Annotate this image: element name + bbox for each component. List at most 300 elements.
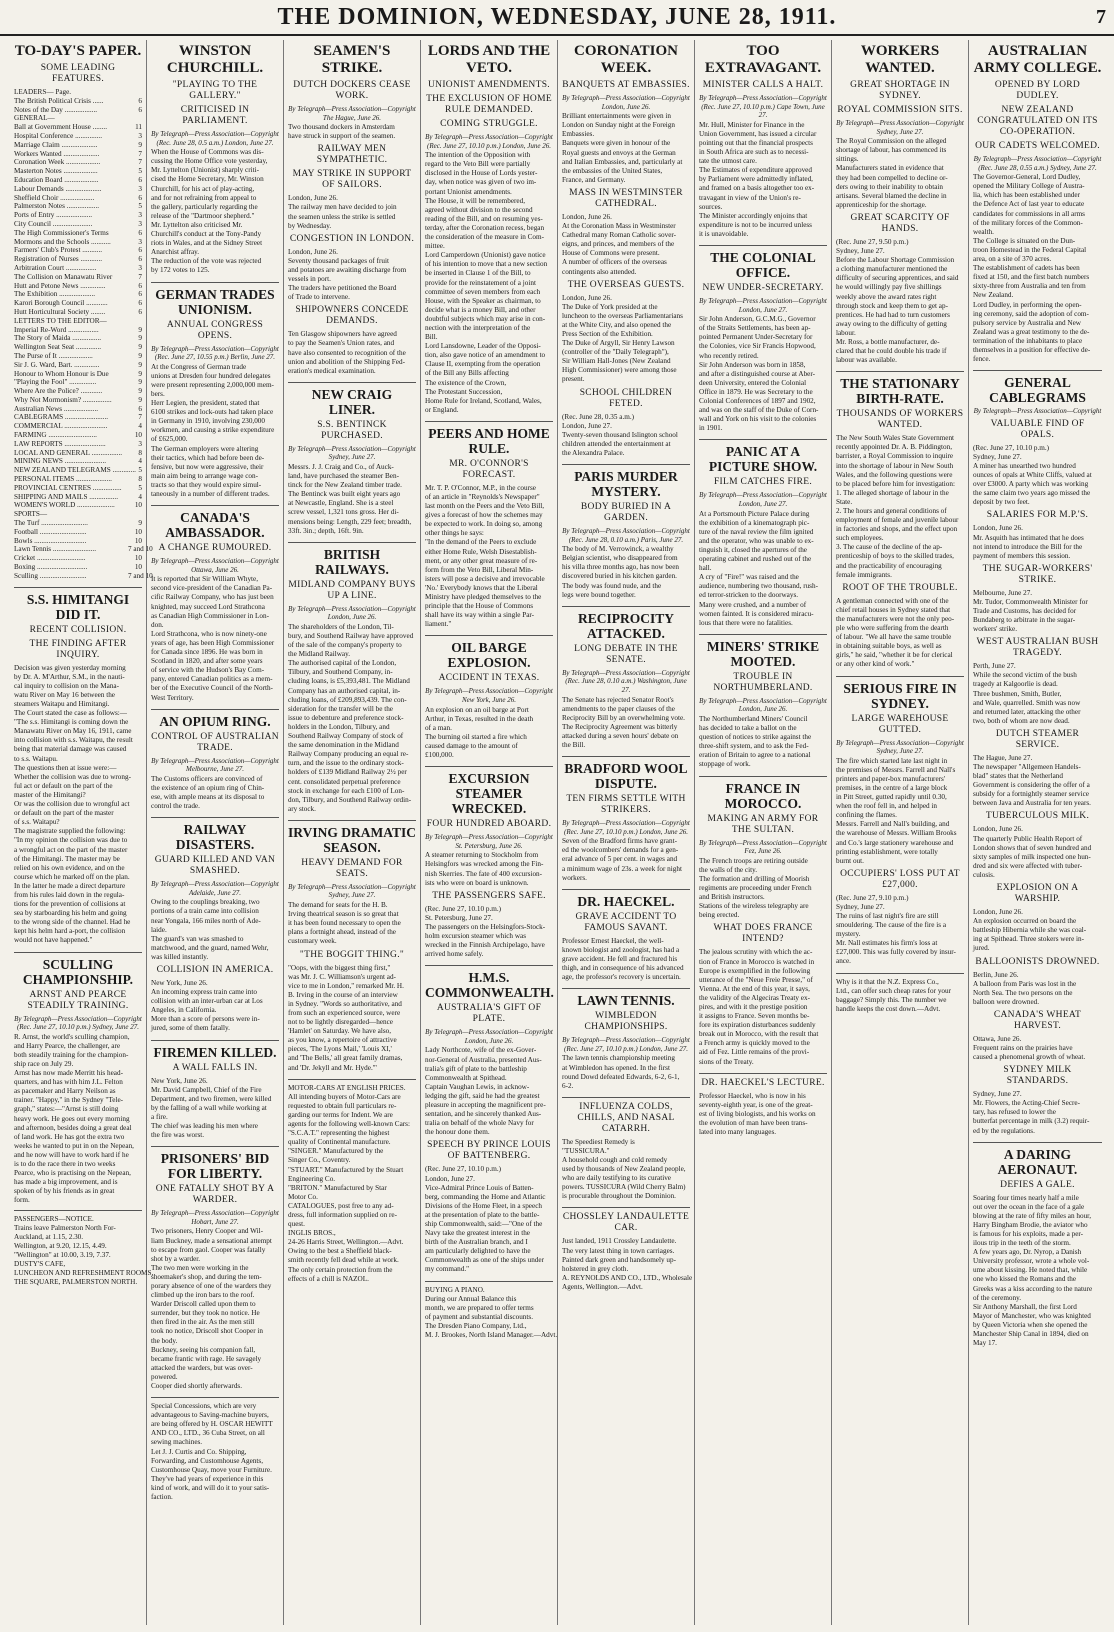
toc-row <box>14 308 142 317</box>
toc-page: 10 <box>134 431 142 440</box>
toc-page: 9 <box>138 378 142 387</box>
article-body <box>425 1165 553 1274</box>
subheading: ANNUAL CONGRESS OPENS. <box>166 319 264 341</box>
text-line: Berlin, June 26. <box>973 970 1019 979</box>
text-line: Department, and two firemen, were killed <box>151 1094 272 1103</box>
text-line: plans a fortnight ahead, instead of the <box>288 928 396 937</box>
toc-label: FARMING ........................... <box>14 431 97 440</box>
text-line: "Oops, with the biggest thing first," <box>288 963 391 972</box>
headline: NEW CRAIG LINER. <box>311 386 393 417</box>
article-body <box>425 151 553 415</box>
text-line: Irving theatrical season is so great that <box>288 910 399 919</box>
article-body <box>151 979 279 1034</box>
dateline: By Telegraph—Press Association—Copyright London, June 26. <box>699 696 827 714</box>
text-line: During our Annual Balance this <box>425 1294 517 1303</box>
toc-label: Honour to Whom Honour is Due <box>14 369 109 378</box>
text-line: effects of a chill is NAZOL. <box>288 1274 369 1283</box>
text-line: Sir John Anderson, G.C.M.G., Governor <box>699 315 816 324</box>
text-line: tions for the prevention of collisions at <box>14 900 126 909</box>
toc-label: LETTERS TO THE EDITOR— <box>14 316 107 325</box>
aeronaut-article <box>973 1147 1102 1349</box>
article-body <box>973 971 1102 1007</box>
text-line: birth of the Australian branch, and I <box>425 1238 528 1247</box>
text-line: "The s.s. Himitangi is coming down the <box>14 718 129 727</box>
subheading: BANQUETS AT EMBASSIES. <box>562 80 690 90</box>
headline: WORKERS WANTED. <box>860 43 940 76</box>
page-number: 7 <box>1096 6 1106 28</box>
text-line: caused damage to the amount of <box>425 741 518 750</box>
text-line: break out in Morocco, with the result that <box>699 1030 819 1039</box>
text-line: the same denomination in the Midland <box>288 741 399 750</box>
toc-row <box>14 132 142 141</box>
toc-page: 9 <box>138 369 142 378</box>
text-line: the evolution of man have been trans- <box>699 1118 808 1127</box>
column-3 <box>284 40 421 1625</box>
text-line: The Minister accordingly enjoins that <box>699 211 808 220</box>
text-line: Pearce, who is practising on the Nepean, <box>14 1169 131 1178</box>
toc-label: PROVINCIAL CENTRES ................ <box>14 483 122 492</box>
toc-label: Education Board ................... <box>14 175 99 184</box>
text-line: ing at Spithead. Three stokers were in- <box>973 935 1085 944</box>
text-line: Anarchist affray. <box>151 248 200 257</box>
text-line: R. Arnst, the world's sculling champion, <box>14 1032 130 1041</box>
text-line: mensions being: Length, 229 feet; breadth, <box>288 517 412 526</box>
subheading: RAILWAY MEN SYMPATHETIC. <box>316 144 388 166</box>
dateline: By Telegraph—Press Association—Copyright The Hague, June 26. <box>288 105 416 122</box>
text-line: stock in exchange for each £100 of Lon- <box>288 786 405 795</box>
text-line: tinguish it, closed the apertures of the <box>699 545 807 554</box>
subheading: GUARD KILLED AND VAN SMASHED. <box>154 855 276 877</box>
toc-page: 4 <box>138 457 142 466</box>
text-line: Forwarding, and Customhouse Agents, <box>151 1456 263 1465</box>
text-line: Whether the collision was due to wrong- <box>14 772 131 781</box>
canada-ambassador-article <box>151 510 279 703</box>
text-line: issue to debenture and preference stock- <box>288 713 404 722</box>
text-line: of the Straits Settlements, has been ap- <box>699 324 811 333</box>
text-line: ounces of opals at White Cliffs, valued at <box>973 471 1092 480</box>
text-line: BUYING A PIANO. <box>425 1285 485 1294</box>
text-line: The lawn tennis championship meeting <box>562 1054 675 1063</box>
text-line: doubtful subjects which may arise in con- <box>425 314 546 323</box>
text-line: Mr. Lyttelton also criticised Mr. <box>151 220 243 229</box>
text-line: 2. The hours and general conditions of <box>836 507 947 515</box>
text-line: ber of the Executive Council of the North- <box>151 684 273 693</box>
text-line: main aim being to arrange wage con- <box>151 471 258 480</box>
text-line: contingents also attended. <box>562 267 637 276</box>
text-line: and he now will have to work hard if he <box>14 1150 129 1159</box>
article-body <box>973 1194 1102 1349</box>
text-line: heavy work. He goes out every morning <box>14 1114 130 1123</box>
toc-row <box>14 264 142 273</box>
subheading: THOUSANDS OF WORKERS WANTED. <box>836 409 964 431</box>
text-line: provide for the reinstatement of a joint <box>425 278 536 287</box>
article-body <box>973 1090 1102 1135</box>
text-line: barrister, a Royal Commission to inquire <box>836 452 954 461</box>
text-line: Manawatu River on May 16, 1911, came <box>14 727 132 736</box>
text-line: Mr. Hull, Minister for Finance in the <box>699 120 805 129</box>
toc-label: Sir J. G. Ward, Bart. .............. <box>14 360 100 369</box>
text-line: nection with the interpretation of the <box>425 323 531 332</box>
text-line: sea by starboarding his helm and going <box>14 909 127 918</box>
text-line: has made a big improvement, and is <box>14 1178 118 1187</box>
text-line: Vice-Admiral Prince Louis of Batten- <box>425 1183 534 1192</box>
text-line: years of age, has been High Commissioner <box>151 638 275 647</box>
text-line: form from the Veto Bill, Liberal Min- <box>425 565 534 574</box>
text-line: London, June 26. <box>562 212 612 221</box>
text-line: New Zealand. <box>973 291 1014 300</box>
article-body <box>562 1054 690 1090</box>
text-line: seventy-eighth year, is one of the great- <box>699 1100 813 1109</box>
text-line: Special Concessions, which are very <box>151 1402 257 1411</box>
toc-page: 6 <box>138 246 142 255</box>
toc-label: SHIPPING AND MAILS ................ <box>14 492 119 501</box>
article-body <box>699 715 827 770</box>
text-line: The burning oil started a fire which <box>425 732 527 741</box>
toc-label: Wellington Seat Seat .............. <box>14 343 102 352</box>
toc-label: The Collision on Manawatu River <box>14 272 113 281</box>
text-line: question of notices to strike against the <box>699 733 812 742</box>
german-unions-article <box>151 287 279 500</box>
text-line: as pacemaker and Harry Neilson as <box>14 1087 116 1096</box>
text-line: the Midland Railway. <box>288 650 351 659</box>
text-line: Arnst has now made Merritt his head- <box>14 1069 123 1078</box>
toc-page <box>128 114 142 123</box>
text-line: New York, June 26. <box>151 1076 208 1085</box>
text-line: The fire which started late last night in <box>836 756 948 765</box>
text-line: over £3000. A party which was working <box>973 480 1089 489</box>
text-line: The Speediest Remedy is <box>562 1137 635 1146</box>
text-line: fensive, but now were aggressive, their <box>151 462 264 471</box>
dateline: By Telegraph—Press Association—Copyright London, June 27. <box>699 297 827 314</box>
text-line: the seamen unless the strike is settled <box>288 212 396 221</box>
text-line: surrender, but they took no notice. He <box>151 1309 260 1318</box>
text-line: New York, June 26. <box>151 979 208 987</box>
toc-label: Bowls ............................. <box>14 536 87 545</box>
text-line: trainer. "Happy," in the Sydney "Tele- <box>14 1096 124 1105</box>
toc-row <box>14 484 142 493</box>
toc-page: 6 <box>138 281 142 290</box>
article-body <box>562 413 690 458</box>
text-line: and afternoon, besides doing a great deal <box>14 1123 132 1132</box>
text-line: Agents, Wellington.—Advt. <box>562 1282 643 1291</box>
text-line: The Customs officers are convinced of <box>151 774 263 783</box>
subheading: ONE FATALLY SHOT BY A WARDER. <box>155 1184 275 1206</box>
text-line: North Sea. The two persons on the <box>973 988 1073 997</box>
lawn-tennis-article <box>562 993 690 1091</box>
seamen-strike-article <box>288 43 416 376</box>
text-line: sentation, and he sincerely thanked Aus- <box>425 1110 542 1119</box>
text-line: 'Hamlet' on Saturday. We have also, <box>288 1027 392 1036</box>
reciprocity-article <box>562 611 690 750</box>
headline: DR. HAECKEL. <box>577 893 675 909</box>
text-line: tate the utmost care. <box>699 157 757 166</box>
article-body <box>973 908 1102 953</box>
text-line: terday, after the Coronation recess, began <box>425 223 545 232</box>
headline: H.M.S. COMMONWEALTH. <box>425 970 554 1001</box>
text-line: bury, and Southend Railway have approved <box>288 632 414 640</box>
text-line: was killed instantly. <box>151 952 209 961</box>
subheading: A CHANGE RUMOURED. <box>158 543 272 554</box>
text-line: labour was available. <box>836 356 897 365</box>
toc-row <box>14 413 142 422</box>
subheading: SHIPOWNERS CONCEDE DEMANDS. <box>295 305 409 327</box>
sydney-fire-article <box>836 681 964 967</box>
text-line: in Germany in 1910, involving 230,000 <box>151 417 265 426</box>
text-line: 1. The alleged shortage of labour in the <box>836 488 949 497</box>
text-line: and returned later, attacking the other <box>973 707 1081 716</box>
text-line: The Dresden Piano Company, Ltd., <box>425 1321 527 1330</box>
toc-page: 3 <box>138 131 142 140</box>
text-line: The body was found nude, and the <box>562 581 662 590</box>
text-line: Sir John Anderson was born in 1858, <box>699 360 806 369</box>
text-line: 6-2. <box>562 1081 574 1090</box>
text-line: Vienna. At the end of this year, it says, <box>699 984 810 993</box>
text-line: Or was the collision due to wrongful act <box>14 800 130 809</box>
general-cablegrams-article <box>973 375 1102 1135</box>
text-line: weekly above the award rates right <box>836 292 937 301</box>
text-line: garding our terms for Indent. We are <box>288 1110 393 1119</box>
subheading: A WALL FALLS IN. <box>172 1062 258 1073</box>
text-line: screw vessel, 1,321 tons gross. Her di- <box>288 508 399 517</box>
text-line: 6100 strikes and lock-outs had taken place <box>151 408 274 417</box>
toc-label: Lawn Tennis ........................ <box>14 545 97 554</box>
text-line: tracts so that they would expire simul- <box>151 480 262 489</box>
toc-row <box>14 334 142 343</box>
subheading: NEW ZEALAND CONGRATULATED ON ITS CO-OPERATION. <box>977 105 1098 137</box>
text-line: laide. <box>151 925 167 934</box>
text-line: by Dr. A. M'Arthur, S.M., in the nauti- <box>14 672 125 681</box>
text-line: it has been found necessary to open the <box>288 919 401 928</box>
text-line: quality of Continental manufacture. <box>288 1138 391 1147</box>
article-body <box>288 330 416 375</box>
text-line: were present representing 2,000,000 mem- <box>151 380 274 389</box>
headline: PRISONERS' BID FOR LIBERTY. <box>160 1151 270 1182</box>
text-line: They've had years of experience in this <box>151 1474 264 1483</box>
article-body <box>288 123 416 141</box>
article-body <box>973 825 1102 880</box>
crossley-advertisement <box>562 1212 693 1292</box>
text-line: Sir William Hall-Jones (New Zealand <box>562 357 671 366</box>
toc-label: The Purse of It ................... <box>14 351 93 360</box>
text-line: matchwood, and the guard, named Wehr, <box>151 943 269 952</box>
text-line: course which he marked off on the plan. <box>14 872 130 881</box>
subheading: FILM CATCHES FIRE. <box>713 477 813 488</box>
article-body <box>562 213 690 277</box>
subheading: CANADA'S WHEAT HARVEST. <box>993 1009 1082 1031</box>
text-line: shoemaker's shop, and during the tem- <box>151 1272 262 1281</box>
toc-page: 10 <box>134 563 142 572</box>
text-line: utterance of the "Neue Freie Presse," of <box>699 975 813 984</box>
toc-row <box>14 211 142 220</box>
headline: CANADA'S AMBASSADOR. <box>165 510 265 541</box>
toc-page: 8 <box>138 475 142 484</box>
article-body <box>425 484 553 630</box>
toc-row <box>14 141 142 150</box>
article-body <box>699 315 827 433</box>
text-line: women fainted. It is considered miracu- <box>699 609 814 618</box>
text-line: ary stock. <box>288 804 316 813</box>
toc-label: Ports of Entry .................... <box>14 211 93 220</box>
toc-row <box>14 220 142 229</box>
text-line: The two men were working in the <box>151 1263 249 1272</box>
text-line: Before the Labour Shortage Commission <box>836 256 955 265</box>
toc-row <box>14 378 142 387</box>
toc-page <box>128 88 142 97</box>
text-line: Seven of the Bradford firms have grant- <box>562 837 677 846</box>
text-line: it is unavoidable. <box>699 229 749 238</box>
article-body <box>836 894 964 967</box>
text-line: Southend Railway Company of stock of <box>288 732 404 741</box>
subheading: COMING STRUGGLE. <box>440 119 538 129</box>
text-line: in Pitt Street, gutted rapidly until 0.30, <box>836 793 947 802</box>
text-line: Stations of the wireless telegraphy are <box>699 902 809 911</box>
text-line: At the Congress of German trade <box>151 362 247 371</box>
toc-label: The Turf .......................... <box>14 519 88 528</box>
text-line: Banquets were given in honour of the <box>562 139 671 148</box>
text-line: of s.s. Waitapu? <box>14 818 60 827</box>
toc-row <box>14 255 142 264</box>
text-line: tralia on behalf of the whole Navy for <box>425 1119 534 1128</box>
text-line: release of the "Dartmoor shepherd." <box>151 211 255 220</box>
firemen-article <box>151 1045 279 1141</box>
text-line: Ltd., can offer such cheap rates for your <box>836 986 952 995</box>
text-line: clared that he could double his trade if <box>836 347 947 356</box>
text-line: of land work. He has got the extra two <box>14 1132 125 1141</box>
text-line: 24-26 Harris Street, Wellington.—Advt. <box>288 1238 404 1247</box>
subheading: THE OVERSEAS GUESTS. <box>567 279 685 290</box>
text-line: sixty-three from Australia and ten from <box>973 282 1086 291</box>
text-line: and after a distinguished course at Aber- <box>699 369 816 378</box>
text-line: Trade and Customs, has decided for <box>973 606 1077 615</box>
text-line: lated into many languages. <box>699 1128 777 1136</box>
text-line: in South Africa are such as to necessi- <box>699 148 809 157</box>
subheading: OUR CADETS WELCOMED. <box>975 141 1100 151</box>
column-6 <box>695 40 832 1625</box>
text-line: requested to obtain full particulars re- <box>288 1101 397 1110</box>
subheading: UNIONIST AMENDMENTS. <box>428 80 550 90</box>
text-line: West Territory. <box>151 693 194 702</box>
text-line: Belgian scientist, who disappeared from <box>562 554 678 563</box>
text-line: A gentleman connected with one of the <box>836 596 949 605</box>
text-line: apprenticeship for the shortage. <box>836 200 927 209</box>
text-line: taneously in a number of different trades. <box>151 490 270 498</box>
toc-page: 3 <box>138 439 142 448</box>
text-line: Customhouse Quay, move your Furniture. <box>151 1465 272 1474</box>
lords-veto-article <box>425 43 553 415</box>
text-line: The guard's van was smashed to <box>151 934 244 943</box>
text-line: out over the ocean in the face of a gale <box>973 1202 1085 1211</box>
text-line: Frequent rains on the prairies have <box>973 1043 1073 1052</box>
text-line: was Mr. J. C. Williamson's urgent ad- <box>288 972 396 981</box>
text-line: cluding loans, of £209,893,439. The con- <box>288 695 407 704</box>
text-line: used by thousands of New Zealand people, <box>562 1165 686 1174</box>
text-line: The New South Wales State Government <box>836 434 955 443</box>
text-line: to the wrong side of the channel. Had he <box>14 918 131 927</box>
text-line: London on Sunday night at the Foreign <box>562 121 675 130</box>
text-line: prentices. He had had to turn customers <box>836 310 950 319</box>
dateline: By Telegraph—Press Association—Copyright St. Petersburg, June 26. <box>425 833 553 850</box>
toc-row <box>14 361 142 370</box>
text-line: Scotland in 1820, and after some years <box>151 657 263 666</box>
text-line: sixty samples of milk inspected one hun- <box>973 852 1091 861</box>
text-line: other things he says: <box>425 529 484 538</box>
text-line: by 172 votes to 125. <box>151 266 210 275</box>
toc-page: 6 <box>138 290 142 299</box>
toc-row <box>14 466 142 475</box>
text-line: tion of France in Morocco is watched in <box>699 957 815 966</box>
text-line: The body of M. Verrowinck, a wealthy <box>562 545 674 554</box>
toc-page: 7 <box>138 158 142 167</box>
headline: AUSTRALIAN ARMY COLLEGE. <box>973 43 1102 76</box>
text-line: ful act or default on the part of the <box>14 781 113 790</box>
article-body <box>973 1035 1102 1062</box>
toc-label: WOMEN'S WORLD ..................... <box>14 501 115 510</box>
toc-page: 9 <box>138 334 142 343</box>
text-line: the exhibition of a kinematograph pic- <box>699 518 810 527</box>
text-line: liam Buckney, made a sensational attempt <box>151 1236 272 1245</box>
text-line: portions of a train came into collision <box>151 907 259 916</box>
text-line: Tilbury, and Southend Company, in- <box>288 668 393 677</box>
text-line: (Rec. June 28, 0.35 a.m.) <box>562 412 635 421</box>
text-line: A cry of "Fire!" was raised and the <box>699 573 799 582</box>
toc-row <box>14 176 142 185</box>
workers-wanted-article <box>836 43 964 365</box>
text-line: holstered in grey cloth. <box>562 1264 629 1273</box>
text-line: ders owing to their inability to obtain <box>836 182 943 191</box>
text-line: the premises of Messrs. Farrell and Nall's <box>836 765 956 774</box>
text-line: are being offered by H. OSCAR HEWITT <box>151 1420 273 1429</box>
text-line: girls," he said, "whether it be for clerical <box>836 651 953 660</box>
text-line: In the latter he made a direct departure <box>14 881 126 890</box>
advertisement <box>425 1285 558 1341</box>
text-line: Captain Vaughan Lewis, in acknow- <box>425 1082 530 1091</box>
toc-page: 9 <box>138 351 142 360</box>
text-line: The Senate has rejected Senator Root's <box>562 695 674 704</box>
article-body <box>973 589 1102 634</box>
excursion-steamer-article <box>425 771 553 959</box>
text-line: cised the Home Secretary, Mr. Winston <box>151 175 264 184</box>
text-line: form. <box>14 1196 30 1205</box>
text-line: the walls of the city. <box>699 865 758 874</box>
text-line: the Colonies, vice Sir Francis Hopwood, <box>699 342 816 351</box>
subheading: MR. O'CONNOR'S FORECAST. <box>449 458 529 480</box>
text-line: Manufacturers stated in evidence that <box>836 164 944 173</box>
subheading: SPEECH BY PRINCE LOUIS OF BATTENBERG. <box>427 1140 551 1162</box>
toc-row <box>14 475 142 484</box>
dateline: By Telegraph—Press Association—Copyright Melbourne, June 27. <box>151 756 279 774</box>
text-line: known biologist and zoologist, has had a <box>562 945 680 954</box>
toc-page: 6 <box>138 96 142 105</box>
toc-page: 5 <box>138 167 142 176</box>
dateline: By Telegraph—Press Association—Copyright (Rec. June 27, 10.10 p.m.) London, June 27. <box>562 1036 690 1053</box>
peers-home-rule-article <box>425 426 553 630</box>
toc-page: 9 <box>138 325 142 334</box>
text-line: workers' strike. <box>973 625 1018 634</box>
toc-row <box>14 194 142 203</box>
text-line: powered. <box>151 1372 178 1381</box>
text-line: in Sydney. "Words so authoritative, and <box>288 999 402 1008</box>
text-line: and Co.'s large stationery warehouse and <box>836 838 954 847</box>
subheading: "THE BOGGIT THING." <box>299 949 405 960</box>
text-line: round Dowd defeated Edwards, 6-2, 6-1, <box>562 1072 680 1081</box>
text-line: Churchill's conduct at the Tony-Pandy <box>151 230 262 239</box>
text-line: balloon were drowned. <box>973 997 1040 1006</box>
text-line: turn, and the issue to the ordinary stock- <box>288 759 404 768</box>
text-line: (Rec. June 27, 10.10 p.m.) <box>973 443 1050 452</box>
text-line: and 'The Bells,' all great family dramas, <box>288 1054 403 1063</box>
toc-row <box>14 528 142 537</box>
text-line: eral advance of 5 per cent. in wages and <box>562 855 678 864</box>
